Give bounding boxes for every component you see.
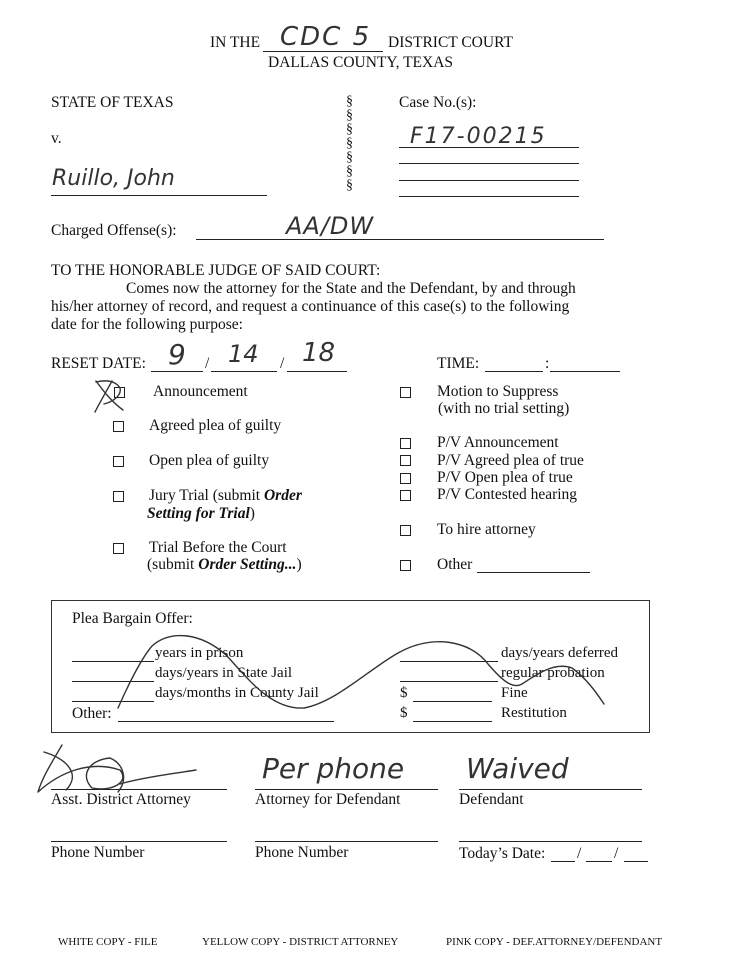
reset-day-line	[211, 371, 277, 372]
agreed-plea-label: Agreed plea of guilty	[149, 417, 282, 434]
hire-attorney-checkbox[interactable]	[400, 525, 411, 536]
reset-day: 14	[228, 340, 259, 368]
section-symbol: §	[346, 164, 353, 179]
time-label: TIME:	[437, 355, 480, 372]
def-attorney-label: Attorney for Defendant	[255, 791, 401, 808]
state-of-texas: STATE OF TEXAS	[51, 94, 174, 111]
trial-court-label: Trial Before the Court	[149, 539, 287, 556]
addressee: TO THE HONORABLE JUDGE OF SAID COURT:	[51, 262, 381, 279]
section-symbol: §	[346, 94, 353, 109]
section-symbol: §	[346, 108, 353, 123]
case-number-label: Case No.(s):	[399, 94, 477, 111]
paragraph-line-3: date for the following purpose:	[51, 316, 243, 333]
probation-line	[400, 681, 498, 682]
agreed-plea-checkbox[interactable]	[113, 421, 124, 432]
ada-signature	[44, 752, 72, 790]
section-symbol: §	[346, 136, 353, 151]
defendant-handwritten: Waived	[466, 752, 569, 785]
case-number-handwritten: F17-00215	[410, 124, 547, 149]
hire-attorney-label: To hire attorney	[437, 521, 536, 538]
county-jail-label: days/months in County Jail	[155, 685, 319, 701]
case-line-1	[399, 147, 579, 148]
footer-yellow-copy: YELLOW COPY - DISTRICT ATTORNEY	[202, 936, 399, 948]
motion-suppress-sublabel: (with no trial setting)	[438, 400, 570, 417]
defendant-signature-line	[459, 789, 642, 790]
todays-date-sep: /	[614, 845, 619, 862]
jury-trial-label-2: Setting for Trial)	[147, 505, 255, 522]
restitution-label: Restitution	[501, 705, 567, 721]
pv-agreed-label: P/V Agreed plea of true	[437, 452, 584, 469]
time-hour-line	[485, 371, 543, 372]
reset-year: 18	[302, 338, 336, 368]
trial-court-checkbox[interactable]	[113, 543, 124, 554]
jury-trial-label: Jury Trial (submit Order	[149, 487, 302, 504]
section-symbol: §	[346, 178, 353, 193]
deferred-label: days/years deferred	[501, 645, 619, 661]
date-separator: /	[205, 355, 210, 372]
deferred-line	[400, 661, 498, 662]
phone-label-1: Phone Number	[51, 844, 145, 861]
pv-announcement-checkbox[interactable]	[400, 438, 411, 449]
fine-label: Fine	[501, 685, 528, 701]
phone-label-2: Phone Number	[255, 844, 349, 861]
motion-suppress-label: Motion to Suppress	[437, 383, 559, 400]
ada-signature	[120, 770, 196, 784]
motion-suppress-checkbox[interactable]	[400, 387, 411, 398]
reset-month-line	[151, 371, 203, 372]
versus: v.	[51, 130, 62, 147]
date-separator: /	[280, 355, 285, 372]
def-attorney-handwritten: Per phone	[262, 752, 405, 785]
pv-agreed-checkbox[interactable]	[400, 455, 411, 466]
fine-line	[413, 701, 492, 702]
other-line	[477, 572, 590, 573]
prison-line	[72, 661, 154, 662]
todays-date-top-line	[459, 841, 642, 842]
header-in-the: IN THE	[210, 34, 261, 51]
fine-dollar: $	[400, 685, 408, 701]
todays-date-label: Today’s Date:	[459, 845, 546, 862]
footer-pink-copy: PINK COPY - DEF.ATTORNEY/DEFENDANT	[446, 936, 663, 948]
announcement-checkbox[interactable]	[114, 387, 125, 398]
pv-contested-checkbox[interactable]	[400, 490, 411, 501]
todays-year-line	[624, 861, 648, 862]
pv-open-label: P/V Open plea of true	[437, 469, 573, 486]
trial-court-label-2: (submit Order Setting...)	[147, 556, 302, 573]
case-line-4	[399, 196, 579, 197]
ada-signature	[38, 745, 124, 792]
defendant-label: Defendant	[459, 791, 524, 808]
jury-trial-checkbox[interactable]	[113, 491, 124, 502]
plea-bargain-title: Plea Bargain Offer:	[72, 610, 193, 627]
paragraph-line-1: Comes now the attorney for the State and the Defendant, by and through	[126, 280, 576, 297]
prison-label: years in prison	[155, 645, 244, 661]
plea-other-line	[118, 721, 334, 722]
restitution-line	[413, 721, 492, 722]
pv-contested-label: P/V Contested hearing	[437, 486, 578, 503]
time-minute-line	[550, 371, 620, 372]
defendant-name-handwritten: Ruillo, John	[52, 166, 175, 191]
charged-offense-line	[196, 239, 604, 240]
ada-label: Asst. District Attorney	[51, 791, 191, 808]
county-jail-line	[72, 701, 154, 702]
other-checkbox[interactable]	[400, 560, 411, 571]
other-label: Other	[437, 556, 473, 573]
open-plea-checkbox[interactable]	[113, 456, 124, 467]
case-line-3	[399, 180, 579, 181]
phone-line-2	[255, 841, 438, 842]
todays-month-line	[551, 861, 575, 862]
todays-date-sep: /	[577, 845, 582, 862]
open-plea-label: Open plea of guilty	[149, 452, 270, 469]
paragraph-line-2: his/her attorney of record, and request a continuance of this case(s) to the following	[51, 298, 570, 315]
restitution-dollar: $	[400, 705, 408, 721]
pv-open-checkbox[interactable]	[400, 473, 411, 484]
section-symbol: §	[346, 150, 353, 165]
header-district-court: DISTRICT COURT	[388, 34, 513, 51]
phone-line-1	[51, 841, 227, 842]
todays-day-line	[586, 861, 612, 862]
section-symbol: §	[346, 122, 353, 137]
case-line-2	[399, 163, 579, 164]
plea-other-label: Other:	[72, 705, 112, 722]
time-colon: :	[545, 355, 550, 372]
probation-label: regular probation	[501, 665, 605, 681]
state-jail-line	[72, 681, 154, 682]
pv-announcement-label: P/V Announcement	[437, 434, 559, 451]
reset-month: 9	[168, 338, 186, 371]
header-county: DALLAS COUNTY, TEXAS	[268, 54, 454, 71]
defendant-line	[51, 195, 267, 196]
reset-year-line	[287, 371, 347, 372]
announcement-label: Announcement	[153, 383, 248, 400]
charged-offense-label: Charged Offense(s):	[51, 222, 177, 239]
court-handwritten: CDC 5	[280, 22, 372, 52]
charged-offense-handwritten: AA/DW	[286, 212, 375, 240]
footer-white-copy: WHITE COPY - FILE	[58, 936, 158, 948]
reset-date-label: RESET DATE:	[51, 355, 146, 372]
ada-signature-line	[51, 789, 227, 790]
announcement-check-mark	[95, 381, 112, 412]
def-attorney-signature-line	[255, 789, 438, 790]
state-jail-label: days/years in State Jail	[155, 665, 293, 681]
